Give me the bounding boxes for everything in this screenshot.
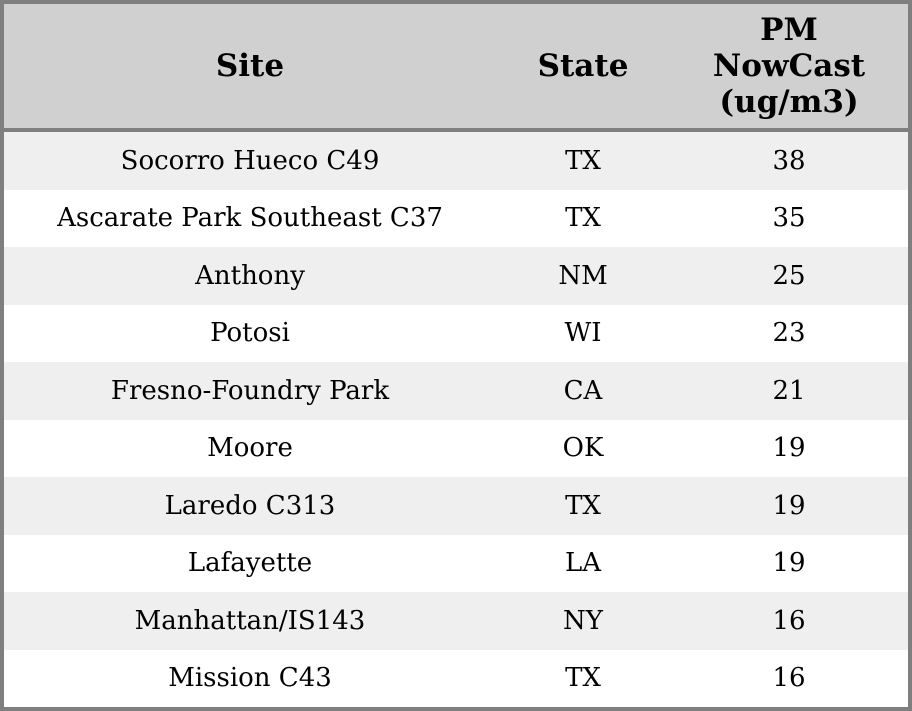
pm-value-cell: 19 <box>772 490 806 521</box>
table-row <box>4 535 908 593</box>
pm-value-cell: 25 <box>772 260 806 291</box>
site-cell: Anthony <box>195 260 305 291</box>
column-header-pm-nowcast <box>670 12 908 120</box>
state-cell: TX <box>565 490 601 521</box>
pm-value-cell: 38 <box>772 145 806 176</box>
pm-value-cell: 16 <box>772 605 806 636</box>
site-cell: Ascarate Park Southeast C37 <box>57 203 443 234</box>
site-cell: Lafayette <box>187 548 313 579</box>
table-row <box>4 362 908 420</box>
pm-value-cell: 21 <box>772 375 806 406</box>
pm-header-line-3: (ug/m3) <box>719 84 859 120</box>
pm-value-cell: 35 <box>772 203 806 234</box>
table-row <box>4 247 908 305</box>
site-cell: Moore <box>207 433 293 464</box>
pm-header-line-1: PM <box>760 12 818 48</box>
state-cell: WI <box>564 318 602 349</box>
table-row <box>4 477 908 535</box>
state-cell: OK <box>562 433 604 464</box>
state-cell: LA <box>564 548 602 579</box>
site-cell: Manhattan/IS143 <box>134 605 366 636</box>
state-cell: TX <box>565 203 601 234</box>
table-row <box>4 305 908 363</box>
table-row <box>4 132 908 190</box>
column-header-state: State <box>537 48 629 84</box>
state-cell: TX <box>565 663 601 694</box>
pm-value-cell: 23 <box>772 318 806 349</box>
pm-header-line-2: NowCast <box>712 48 866 84</box>
site-cell: Fresno-Foundry Park <box>110 375 390 406</box>
state-cell: TX <box>565 145 601 176</box>
column-header-site: Site <box>215 48 285 84</box>
pm-value-cell: 19 <box>772 548 806 579</box>
state-cell: NY <box>563 605 603 636</box>
table-header <box>4 4 908 132</box>
site-cell: Socorro Hueco C49 <box>120 145 380 176</box>
pm-value-cell: 19 <box>772 433 806 464</box>
table-row <box>4 592 908 650</box>
site-cell: Laredo C313 <box>164 490 336 521</box>
state-cell: CA <box>563 375 603 406</box>
pm-value-cell: 16 <box>772 663 806 694</box>
site-cell: Mission C43 <box>168 663 332 694</box>
table-row <box>4 190 908 248</box>
table-row <box>4 650 908 708</box>
table-row <box>4 420 908 478</box>
site-cell: Potosi <box>210 318 290 349</box>
table-body <box>4 132 908 707</box>
state-cell: NM <box>558 260 608 291</box>
